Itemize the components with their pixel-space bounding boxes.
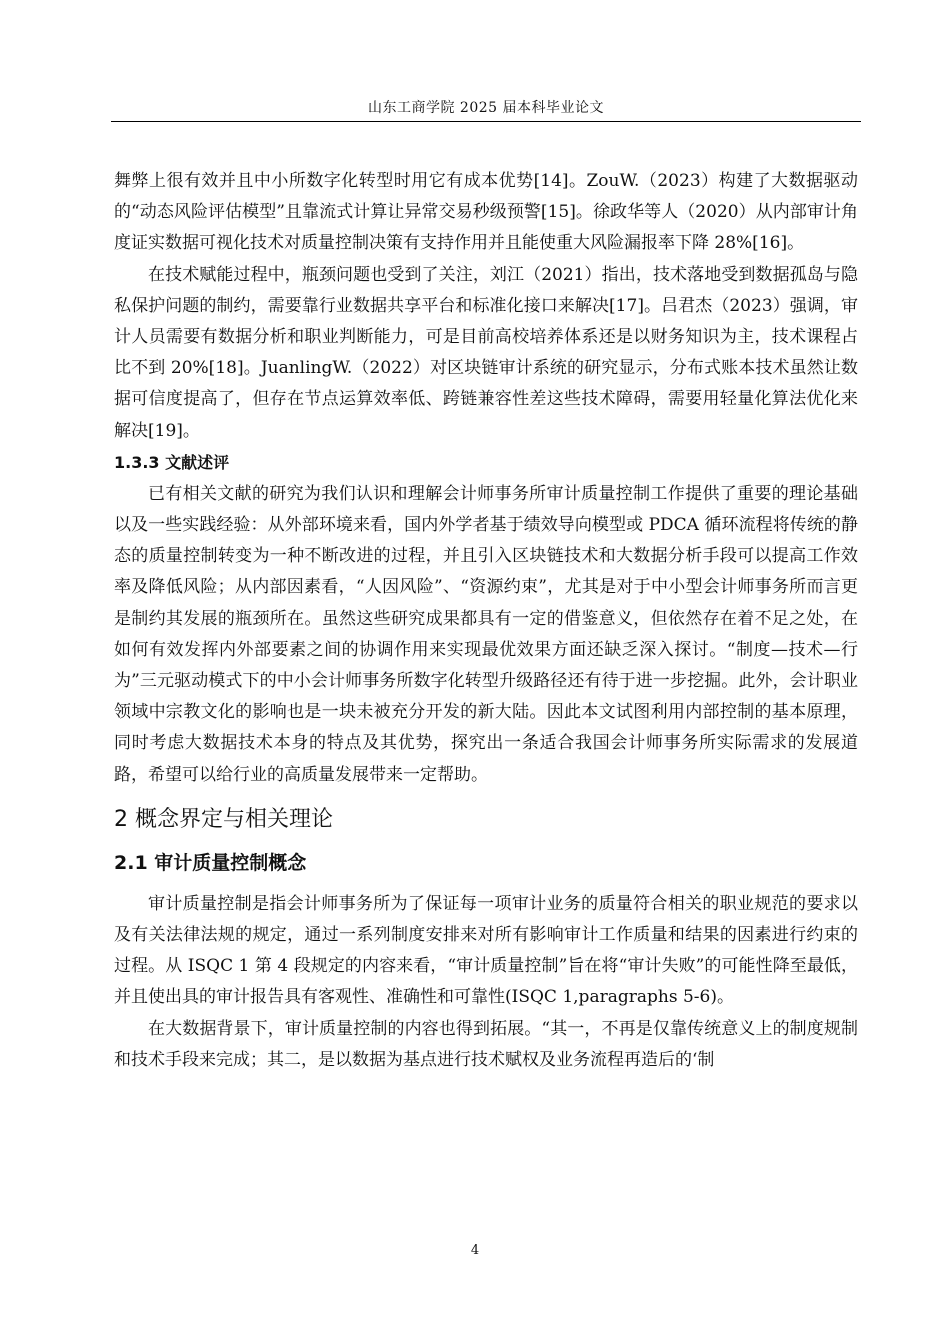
paragraph-continuation: 舞弊上很有效并且中小所数字化转型时用它有成本优势[14]。ZouW.（2023）构建了大数据驱动的“动态风险评估模型”且靠流式计算让异常交易秒级预警[15]。徐政华等人（2020）从内部审计角度证实数据可视化技术对质量控制决策有支持作用并且能使重大风险漏报率下降 28%[16]。 (114, 171, 858, 254)
paragraph-literature-review: 已有相关文献的研究为我们认识和理解会计师事务所审计质量控制工作提供了重要的理论基础以及一些实践经验：从外部环境来看，国内外学者基于绩效导向模型或 PDCA 循环流程将传统的静态的质量控制转变为一种不断改进的过程，并且引入区块链技术和大数据分析手段可以提高工作效率及降低风险；从内部因素看，“人因风险”、“资源约束”，尤其是对于中小型会计师事务所而言更是制约其发展的瓶颈所在。虽然这些研究成果都具有一定的借鉴意义，但依然存在着不足之处，在如何有效发挥内外部要素之间的协调作用来实现最优效果方面还缺乏深入探讨。“制度—技术—行为”三元驱动模式下的中小会计师事务所数字化转型升级路径还有待于进一步挖掘。此外，会计职业领域中宗教文化的影响也是一块未被充分开发的新大陆。因此本文试图利用内部控制的基本原理，同时考虑大数据技术本身的特点及其优势，探究出一条适合我国会计师事务所实际需求的发展道路，希望可以给行业的高质量发展带来一定帮助。 (114, 483, 858, 785)
running-header: 山东工商学院 2025 届本科毕业论文 (367, 100, 605, 116)
page-body (114, 166, 858, 1076)
paragraph-audit-quality-definition: 审计质量控制是指会计师事务所为了保证每一项审计业务的质量符合相关的职业规范的要求以及有关法律法规的规定，通过一系列制度安排来对所有影响审计工作质量和结果的因素进行约束的过程。从 ISQC 1 第 4 段规定的内容来看，“审计质量控制”旨在将“审计失败”的可能性降至最低，并且使出具的审计报告具有客观性、准确性和可靠性(ISQC 1,paragraphs 5-6)。 (114, 893, 858, 1008)
section-heading-1-3-3: 1.3.3 文献述评 (114, 452, 230, 472)
paragraph-big-data-context: 在大数据背景下，审计质量控制的内容也得到拓展。“其一，不再是仅靠传统意义上的制度规制和技术手段来完成；其二，是以数据为基点进行技术赋权及业务流程再造后的‘制 (114, 1018, 858, 1070)
page-number: 4 (470, 1243, 480, 1258)
section-heading-2-1: 2.1 审计质量控制概念 (114, 851, 307, 874)
header-rule (111, 121, 861, 122)
paragraph-tech-bottleneck: 在技术赋能过程中，瓶颈问题也受到了关注，刘江（2021）指出，技术落地受到数据孤岛与隐私保护问题的制约，需要靠行业数据共享平台和标准化接口来解决[17]。吕君杰（2023）强调，审计人员需要有数据分析和职业判断能力，可是目前高校培养体系还是以财务知识为主，技术课程占比不到 20%[18]。JuanlingW.（2022）对区块链审计系统的研究显示，分布式账本技术虽然让数据可信度提高了，但存在节点运算效率低、跨链兼容性差这些技术障碍，需要用轻量化算法优化来解决[19]。 (114, 264, 858, 441)
chapter-heading-2: 2 概念界定与相关理论 (114, 806, 333, 832)
